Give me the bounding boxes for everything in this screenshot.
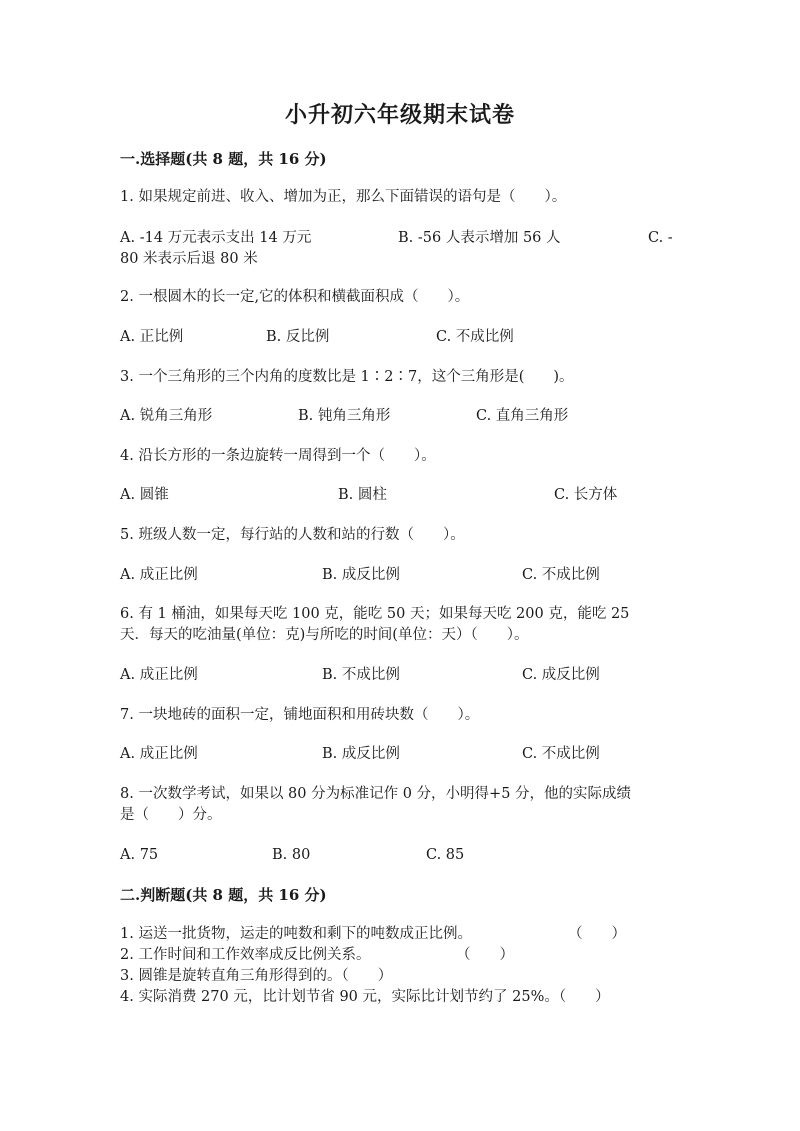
option-a: A. 成正比例 [120, 746, 198, 762]
option-c: C. 不成比例 [522, 746, 600, 762]
question-3: 3. 一个三角形的三个内角的度数比是 1∶2∶7，这个三角形是( )。 [120, 369, 574, 385]
question-6 [120, 604, 680, 646]
answer-blank: （ ） [456, 947, 514, 963]
question-4: 4. 沿长方形的一条边旋转一周得到一个（ ）。 [120, 448, 436, 464]
judgement-item [120, 987, 680, 1008]
option-a: A. 圆锥 [120, 487, 169, 503]
option-c: C. - [648, 230, 673, 246]
question-6-line-2: 天．每天的吃油量(单位：克)与所吃的时间(单位：天）（ ）。 [120, 627, 529, 643]
option-c-continued: 80 米表示后退 80 米 [120, 251, 258, 267]
judgement-item [120, 966, 680, 987]
question-6-line-1: 6. 有 1 桶油，如果每天吃 100 克，能吃 50 天；如果每天吃 200 克，能吃 25 [120, 606, 630, 622]
option-c: C. 直角三角形 [476, 408, 569, 424]
question-7: 7. 一块地砖的面积一定，铺地面积和用砖块数（ ）。 [120, 707, 480, 723]
section-heading-judgement: 二.判断题(共 8 题，共 16 分) [120, 886, 327, 904]
option-b: B. -56 人表示增加 56 人 [398, 230, 561, 246]
question-4-options [120, 485, 680, 506]
question-8-line-2: 是（ ）分。 [120, 807, 222, 823]
option-a: A. 成正比例 [120, 567, 198, 583]
answer-blank: （ ） [568, 926, 626, 942]
option-b: B. 反比例 [266, 329, 330, 345]
question-2: 2. 一根圆木的长一定,它的体积和横截面积成（ ）。 [120, 289, 470, 305]
question-3-options [120, 406, 680, 427]
option-c: C. 长方体 [554, 487, 618, 503]
judgement-text: 1. 运送一批货物，运走的吨数和剩下的吨数成正比例。 [120, 926, 472, 942]
option-b: B. 成反比例 [322, 567, 400, 583]
question-8-line-1: 8. 一次数学考试，如果以 80 分为标准记作 0 分，小明得+5 分，他的实际成绩 [120, 786, 632, 802]
question-8 [120, 784, 680, 826]
judgement-text: 2. 工作时间和工作效率成反比例关系。 [120, 947, 371, 963]
question-5-options [120, 565, 680, 586]
question-6-options [120, 665, 680, 686]
page-title: 小升初六年级期末试卷 [284, 102, 515, 128]
option-c: C. 不成比例 [522, 567, 600, 583]
judgement-item [120, 945, 680, 966]
question-1: 1. 如果规定前进、收入、增加为正，那么下面错误的语句是（ ）。 [120, 189, 567, 205]
option-b: B. 80 [272, 847, 311, 863]
option-a: A. -14 万元表示支出 14 万元 [120, 230, 312, 246]
option-a: A. 成正比例 [120, 667, 198, 683]
option-b: B. 圆柱 [338, 487, 387, 503]
option-a: A. 锐角三角形 [120, 408, 213, 424]
option-b: B. 成反比例 [322, 746, 400, 762]
question-8-options [120, 845, 680, 866]
option-b: B. 不成比例 [322, 667, 400, 683]
judgement-item [120, 924, 680, 945]
judgement-list [120, 924, 680, 1008]
option-c: C. 85 [426, 847, 465, 863]
option-c: C. 不成比例 [436, 329, 514, 345]
question-2-options [120, 327, 680, 348]
option-c: C. 成反比例 [522, 667, 600, 683]
question-1-options [120, 228, 680, 270]
question-7-options [120, 744, 680, 765]
judgement-text: 4. 实际消费 270 元，比计划节省 90 元，实际比计划节约了 25%。（ ） [120, 989, 610, 1005]
option-b: B. 钝角三角形 [298, 408, 391, 424]
question-5: 5. 班级人数一定，每行站的人数和站的行数（ ）。 [120, 527, 465, 543]
judgement-text: 3. 圆锥是旋转直角三角形得到的。（ ） [120, 968, 393, 984]
option-a: A. 75 [120, 847, 159, 863]
option-a: A. 正比例 [120, 329, 184, 345]
section-heading-choice: 一.选择题(共 8 题，共 16 分) [120, 150, 327, 168]
